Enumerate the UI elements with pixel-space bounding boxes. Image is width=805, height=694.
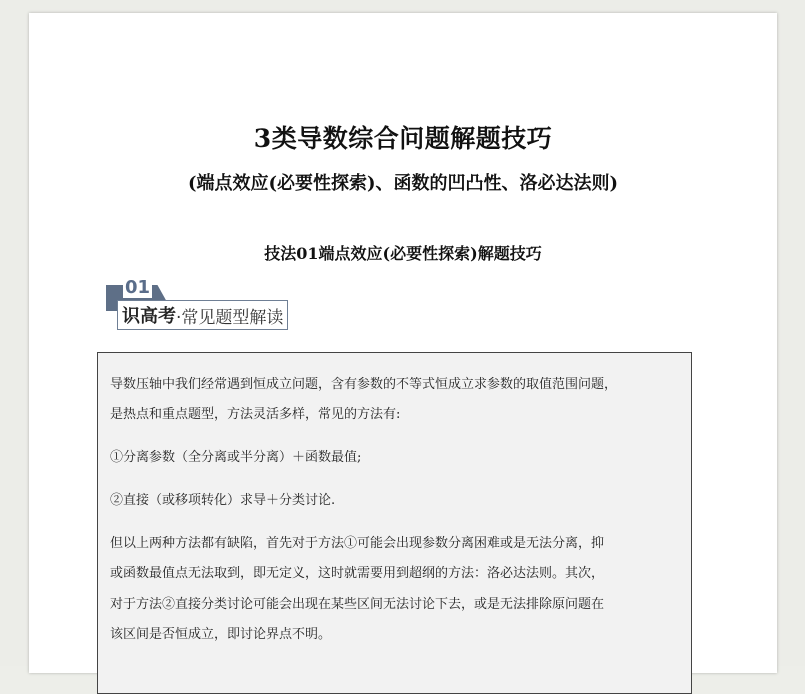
document-title: 3类导数综合问题解题技巧 xyxy=(253,124,553,153)
section-badge xyxy=(106,278,306,332)
badge-strong-text: 识高考 xyxy=(122,306,176,327)
section-heading: 技法01端点效应(必要性探索)解题技巧 xyxy=(264,244,542,263)
paragraph-line: ②直接（或移项转化）求导＋分类讨论. xyxy=(110,493,336,508)
paragraph-line: 导数压轴中我们经常遇到恒成立问题，含有参数的不等式恒成立求参数的取值范围问题， xyxy=(110,377,618,392)
paragraph-line: 该区间是否恒成立，即讨论界点不明。 xyxy=(110,627,332,642)
badge-label-box xyxy=(117,300,288,330)
badge-light-text: ·常见题型解读 xyxy=(176,307,284,328)
document-page xyxy=(29,13,777,673)
badge-number: 01 xyxy=(125,277,151,298)
content-box xyxy=(97,352,692,694)
paragraph-line: 或函数最值点无法取到，即无定义，这时就需要用到超纲的方法：洛必达法则。其次， xyxy=(110,566,605,581)
paragraph-line: 但以上两种方法都有缺陷，首先对于方法①可能会出现参数分离困难或是无法分离，抑 xyxy=(110,536,605,551)
document-subtitle: (端点效应(必要性探索)、函数的凹凸性、洛必达法则) xyxy=(187,173,619,194)
paragraph-line: 对于方法②直接分类讨论可能会出现在某些区间无法讨论下去，或是无法排除原问题在 xyxy=(110,597,605,612)
paragraph-line: ①分离参数（全分离或半分离）＋函数最值; xyxy=(110,450,362,465)
paragraph-line: 是热点和重点题型，方法灵活多样，常见的方法有: xyxy=(110,407,401,422)
